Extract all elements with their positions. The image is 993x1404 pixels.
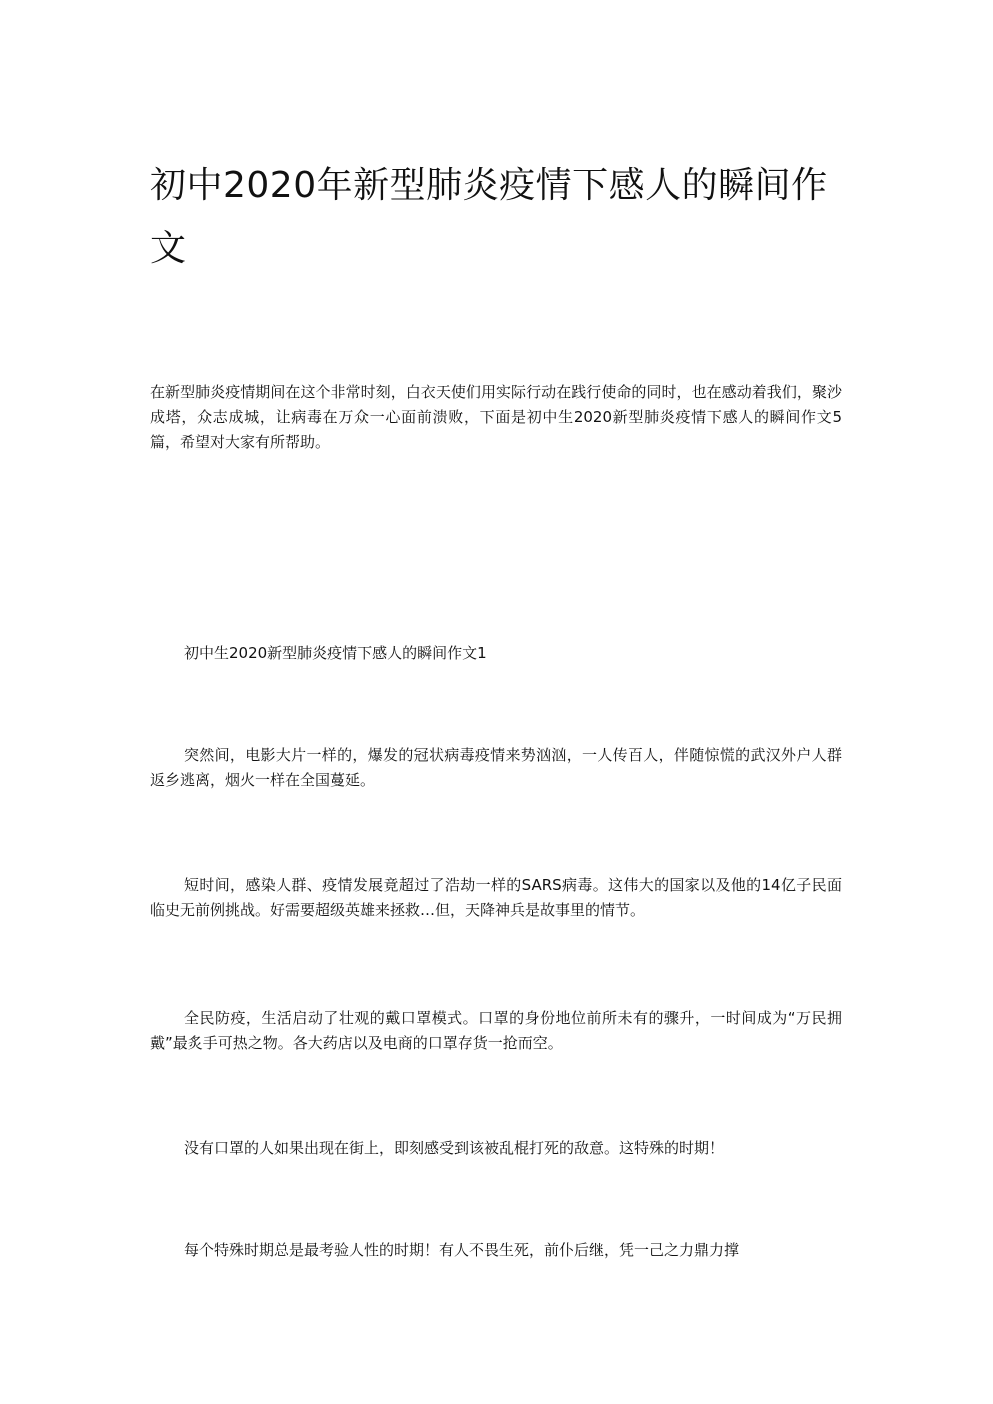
intro-paragraph: 在新型肺炎疫情期间在这个非常时刻，白衣天使们用实际行动在践行使命的同时，也在感动着我们，聚沙成塔，众志成城，让病毒在万众一心面前溃败，下面是初中生2020新型肺炎疫情下感人的瞬间作文5篇，希望对大家有所帮助。 bbox=[150, 383, 842, 451]
body-paragraph-5: 每个特殊时期总是最考验人性的时期！有人不畏生死，前仆后继，凭一己之力鼎力撑 bbox=[184, 1241, 740, 1259]
document-title: 初中2020年新型肺炎疫情下感人的瞬间作文 bbox=[150, 165, 828, 269]
body-paragraph-4: 没有口罩的人如果出现在街上，即刻感受到该被乱棍打死的敌意。这特殊的时期！ bbox=[184, 1139, 725, 1157]
body-paragraph-3: 全民防疫，生活启动了壮观的戴口罩模式。口罩的身份地位前所未有的骤升，一时间成为“万民拥戴”最炙手可热之物。各大药店以及电商的口罩存货一抢而空。 bbox=[150, 1009, 842, 1052]
section-heading: 初中生2020新型肺炎疫情下感人的瞬间作文1 bbox=[184, 644, 487, 662]
body-paragraph-1: 突然间，电影大片一样的，爆发的冠状病毒疫情来势汹汹，一人传百人，伴随惊慌的武汉外户人群返乡逃离，烟火一样在全国蔓延。 bbox=[150, 746, 842, 789]
body-paragraph-2: 短时间，感染人群、疫情发展竟超过了浩劫一样的SARS病毒。这伟大的国家以及他的14亿子民面临史无前例挑战。好需要超级英雄来拯救…但，天降神兵是故事里的情节。 bbox=[150, 876, 842, 919]
